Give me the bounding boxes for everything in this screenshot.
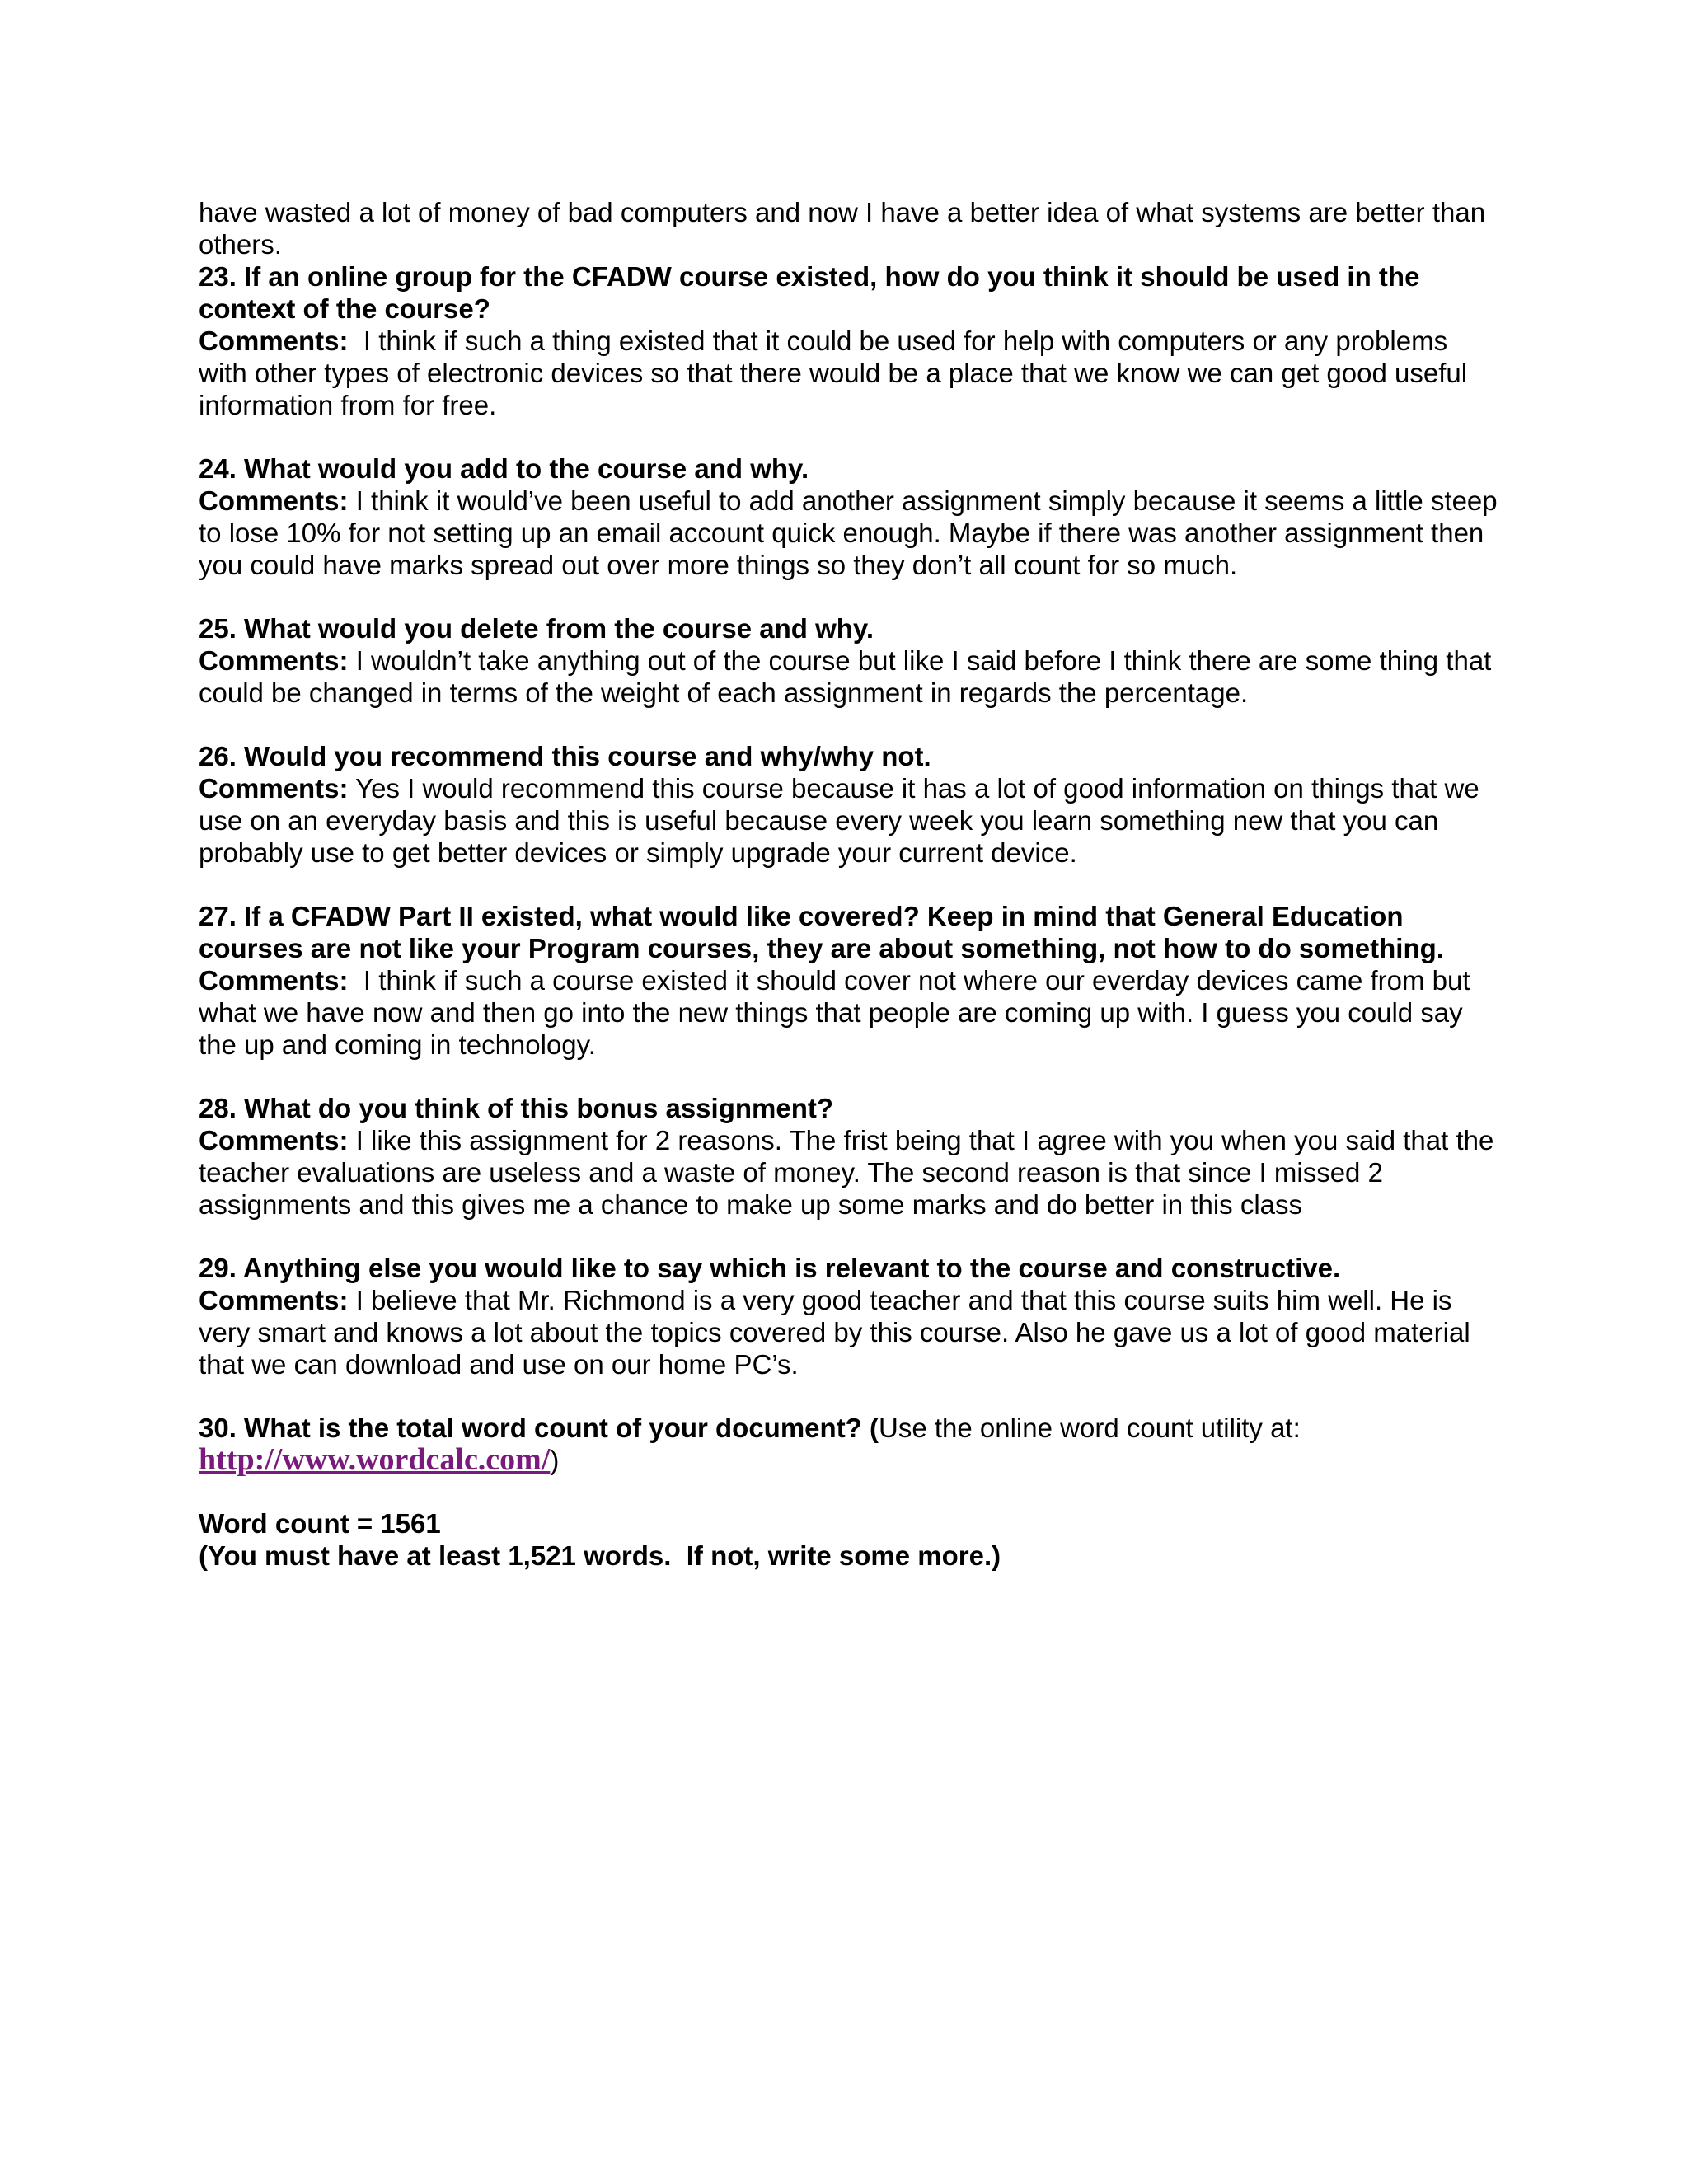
answer-29: [199, 1284, 1501, 1380]
answer-24-text: I think it would’ve been useful to add another assignment simply because it seems a little steep to lose 10% for not setting up an email account quick enough. Maybe if there was another assignment then you could have marks spread out over more things so they don’t all count for so much.: [199, 485, 1505, 580]
answer-23: [199, 325, 1501, 421]
answer-27: [199, 964, 1501, 1061]
question-30: [199, 1412, 1501, 1476]
word-requirement: (You must have at least 1,521 words. If not, write some more.): [199, 1540, 1001, 1571]
comments-label: Comments:: [199, 326, 349, 356]
answer-26: [199, 772, 1501, 869]
question-23: 23. If an online group for the CFADW course existed, how do you think it should be used in the context of the course?: [199, 261, 1420, 324]
question-28-block: [199, 1092, 1501, 1221]
answer-28-text: I like this assignment for 2 reasons. The frist being that I agree with you when you said that the teacher evaluations are useless and a waste of money. The second reason is that since I missed 2 assignments and this gives me a chance to make up some marks and do better in this class: [199, 1125, 1502, 1220]
document-body: [199, 196, 1505, 1572]
comments-label: Comments:: [199, 965, 349, 996]
question-29-block: [199, 1252, 1501, 1380]
answer-25: [199, 644, 1501, 709]
question-29: 29. Anything else you would like to say which is relevant to the course and constructive.: [199, 1253, 1341, 1283]
question-30-text: 30. What is the total word count of your document? (: [199, 1413, 879, 1443]
question-24: 24. What would you add to the course and why.: [199, 453, 809, 484]
question-25-block: [199, 612, 1501, 709]
question-24-block: [199, 452, 1505, 581]
comments-label: Comments:: [199, 485, 349, 516]
question-27-block: [199, 900, 1501, 1061]
question-30-close: ): [550, 1445, 560, 1475]
question-30-instruction: Use the online word count utility at:: [879, 1413, 1301, 1443]
question-30-block: [199, 1412, 1501, 1476]
comments-label: Comments:: [199, 1125, 349, 1155]
question-23-block: [199, 260, 1501, 421]
comments-label: Comments:: [199, 645, 349, 676]
wordcalc-link[interactable]: http://www.wordcalc.com/: [199, 1442, 551, 1477]
question-28: 28. What do you think of this bonus assignment?: [199, 1093, 834, 1123]
word-count: Word count = 1561: [199, 1508, 441, 1539]
intro-paragraph: have wasted a lot of money of bad computers and now I have a better idea of what systems are better than others.: [199, 197, 1486, 260]
question-26-block: [199, 740, 1501, 869]
answer-26-text: Yes I would recommend this course because it has a lot of good information on things that we use on an everyday basis and this is useful because every week you learn something new that you can probably use to get better devices or simply upgrade your current device.: [199, 773, 1487, 868]
comments-label: Comments:: [199, 1285, 349, 1315]
answer-24: [199, 485, 1505, 581]
answer-25-text: I wouldn’t take anything out of the course but like I said before I think there are some thing that could be changed in terms of the weight of each assignment in regards the percentage.: [199, 645, 1499, 708]
answer-27-text: I think if such a course existed it should cover not where our everday devices came from but what we have now and then go into the new things that people are coming up with. I guess you could say the up and coming in technology.: [199, 965, 1478, 1060]
comments-label: Comments:: [199, 773, 349, 804]
answer-23-text: I think if such a thing existed that it could be used for help with computers or any problems with other types of electronic devices so that there would be a place that we know we can get good useful information from for free.: [199, 326, 1475, 420]
answer-28: [199, 1124, 1501, 1221]
question-27: 27. If a CFADW Part II existed, what would like covered? Keep in mind that General Education courses are not like your Program courses, they are about something, not how to do something.: [199, 901, 1444, 963]
question-25: 25. What would you delete from the course and why.: [199, 613, 874, 644]
question-26: 26. Would you recommend this course and why/why not.: [199, 741, 931, 771]
answer-29-text: I believe that Mr. Richmond is a very good teacher and that this course suits him well. He is very smart and knows a lot about the topics covered by this course. Also he gave us a lot of good material that we can download and use on our home PC’s.: [199, 1285, 1478, 1380]
